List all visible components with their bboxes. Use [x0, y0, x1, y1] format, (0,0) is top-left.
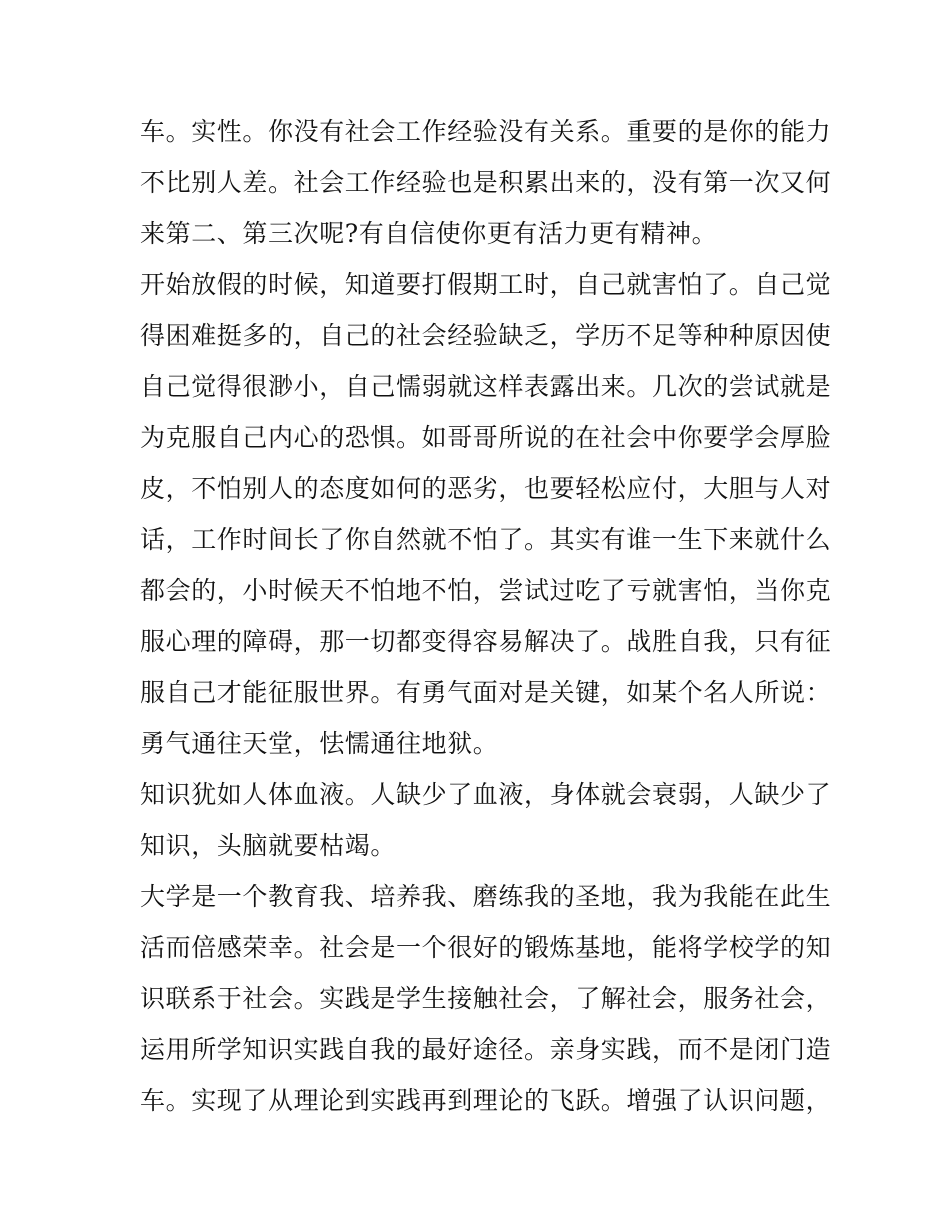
text-line: 皮，不怕别人的态度如何的恶劣，也要轻松应付，大胆与人对: [140, 474, 832, 503]
text-line: 识联系于社会。实践是学生接触社会，了解社会，服务社会，: [140, 984, 832, 1013]
text-line: 自己觉得很渺小，自己懦弱就这样表露出来。几次的尝试就是: [140, 372, 832, 401]
text-line: 不比别人差。社会工作经验也是积累出来的，没有第一次又何: [140, 168, 832, 197]
text-line: 服自己才能征服世界。有勇气面对是关键，如某个名人所说：: [140, 678, 832, 707]
text-line: 话，工作时间长了你自然就不怕了。其实有谁一生下来就什么: [140, 525, 832, 554]
text-line: 知识，头脑就要枯竭。: [140, 831, 397, 860]
text-line: 服心理的障碍，那一切都变得容易解决了。战胜自我，只有征: [140, 627, 832, 656]
text-line: 得困难挺多的，自己的社会经验缺乏，学历不足等种种原因使: [140, 321, 832, 350]
text-line: 大学是一个教育我、培养我、磨练我的圣地，我为我能在此生: [140, 882, 832, 911]
text-line: 开始放假的时候，知道要打假期工时，自己就害怕了。自己觉: [140, 270, 832, 299]
text-line: 运用所学知识实践自我的最好途径。亲身实践，而不是闭门造: [140, 1035, 832, 1064]
text-line: 勇气通往天堂，怯懦通往地狱。: [140, 729, 499, 758]
text-line: 车。实性。你没有社会工作经验没有关系。重要的是你的能力: [140, 117, 832, 146]
text-line: 为克服自己内心的恐惧。如哥哥所说的在社会中你要学会厚脸: [140, 423, 832, 452]
document-body: [140, 106, 832, 1126]
text-line: 来第二、第三次呢?有自信使你更有活力更有精神。: [140, 219, 718, 248]
text-line: 都会的，小时候天不怕地不怕，尝试过吃了亏就害怕，当你克: [140, 576, 832, 605]
text-line: 知识犹如人体血液。人缺少了血液，身体就会衰弱，人缺少了: [140, 780, 832, 809]
text-line: 车。实现了从理论到实践再到理论的飞跃。增强了认识问题，: [140, 1086, 832, 1115]
text-line: 活而倍感荣幸。社会是一个很好的锻炼基地，能将学校学的知: [140, 933, 832, 962]
